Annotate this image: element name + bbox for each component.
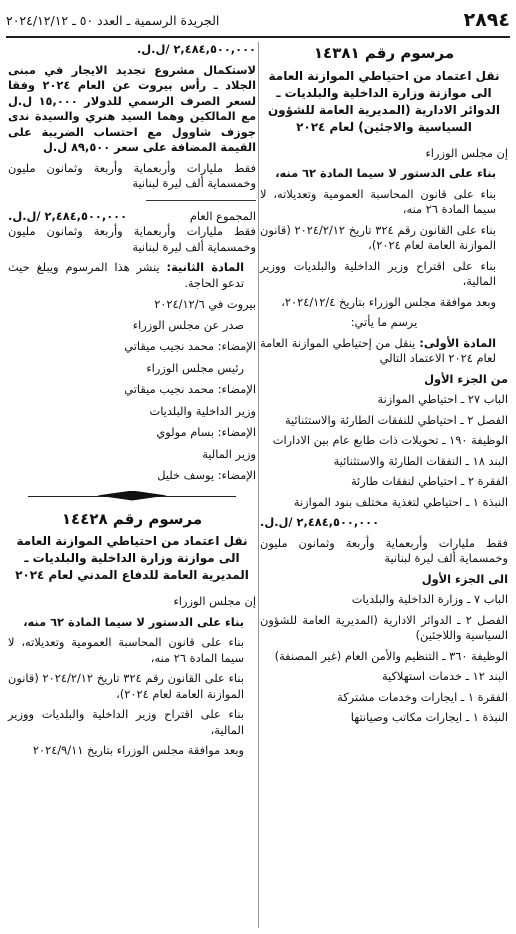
article-1-text: ينقل من إحتياطي الموازنة العامة لعام ٢٠٢٤ الاعتماد التالي [260,335,496,365]
column-divider [258,42,259,928]
decree-2-title: مرسوم رقم ١٤٤٢٨ [61,509,203,528]
list-item: الفقرة ٢ ـ احتياطي لنفقات طارئة [350,474,508,488]
grand-total-amount: ٢,٤٨٤,٥٠٠,٠٠٠ /ل.ل. [8,208,128,223]
journal-issue-line: الجريدة الرسمية ـ العدد ٥٠ ـ ٢٠٢٤/١٢/١٢ [6,12,220,28]
list-item: الوظيفة ٣٦٠ ـ التنظيم والأمن العام (غير المصنفة) [274,648,508,663]
decree-1-subject: نقل اعتماد من احتياطي الموازنة العامة الى موازنة وزارة الداخلية والبلديات ـ الدوائر الادارية (المديرية العامة للشؤون السياسية والاجئين) لعام ٢٠٢٤ [267,68,501,134]
signature-pm-2: الإمضاء: محمد نجيب ميقاتي [124,382,256,396]
list-item: البند ١٢ ـ خدمات استهلاكية [381,669,508,683]
basis-budget-law-2: بناء على القانون رقم ٣٢٤ تاريخ ٢٠٢٤/٢/١٢ (قانون الموازنة العامة لعام ٢٠٢٤)، [8,671,244,701]
basis-accounting-law-2: بناء على قانون المحاسبة العمومية وتعديلاته، لا سيما المادة ٢٦ منه، [8,635,244,665]
signature-block [8,318,256,484]
list-item: النبذة ١ ـ احتياطي لتغذية مختلف بنود الموازنة [293,494,508,509]
grand-total-label: المجموع العام [189,208,256,223]
to-part-heading: الى الجزء الأول [421,571,508,586]
header-rule [6,36,510,38]
list-item: الوظيفة ١٩٠ ـ تحويلات ذات طابع عام بين الادارات [272,433,508,447]
minister-finance-title: وزير المالية [202,446,256,461]
list-item: النبذة ١ ـ ايجارات مكاتب وصيانتها [350,710,508,724]
to-items-list [260,592,508,726]
basis-constitution: بناء على الدستور لا سيما المادة ٦٢ منه، [275,166,496,180]
article-2-text: ينشر هذا المرسوم ويبلغ حيث تدعو الحاجة. [8,260,244,290]
basis-approval-2: وبعد موافقة مجلس الوزراء بتاريخ ٢٠٢٤/٩/١١ [32,743,244,757]
article-2-label: المادة الثانية: [166,260,245,274]
article-1 [260,336,508,367]
basis-budget-law: بناء على القانون رقم ٣٢٤ تاريخ ٢٠٢٤/٢/١٢ (قانون الموازنة العامة لعام ٢٠٢٤)، [260,222,496,252]
list-item: الفقرة ١ ـ ايجارات وخدمات مشتركة [337,689,508,704]
pm-title: رئيس مجلس الوزراء [146,360,244,375]
page-number: ٢٨٩٤ [463,9,510,31]
from-part-heading: من الجزء الأول [424,371,508,386]
issued-by: صدر عن مجلس الوزراء [132,317,244,332]
article-1-label: المادة الأولى: [419,335,497,350]
list-item: الباب ٧ ـ وزارة الداخلية والبلديات [351,592,508,606]
minister-interior-title: وزير الداخلية والبلديات [149,403,256,418]
decree-1-title: مرسوم رقم ١٤٣٨١ [313,44,455,62]
decree-separator [28,490,236,504]
decree-2-subject: نقل اعتماد من احتياطي الموازنة العامة الى موازنة وزارة الداخلية والبلديات ـ المديرية العامة للدفاع المدني لعام ٢٠٢٤ [15,534,249,582]
grand-total-row [8,209,256,225]
top-amount: ٢,٤٨٤,٥٠٠,٠٠٠ /ل.ل. [136,42,256,56]
page-header [6,6,510,34]
council-line: إن مجلس الوزراء [425,145,508,160]
right-column [260,42,508,731]
from-items-list [260,392,508,510]
decree-line: يرسم ما يأتي: [350,315,418,329]
basis-proposal: بناء على اقتراح وزير الداخلية والبلديات ووزير المالية، [260,258,496,288]
basis-constitution-2: بناء على الدستور لا سيما المادة ٦٢ منه، [23,614,244,629]
basis-approval: وبعد موافقة مجلس الوزراء بتاريخ ٢٠٢٤/١٢/٤، [281,294,496,309]
list-item: الفصل ٢ ـ احتياطي للنفقات الطارئة والاستثنائية [284,412,508,427]
basis-proposal-2: بناء على اقتراح وزير الداخلية والبلديات ووزير المالية، [8,707,244,737]
signature-interior: الإمضاء: بسام مولوي [156,425,256,439]
basis-accounting-law: بناء على قانون المحاسبة العمومية وتعديلاته، لا سيما المادة ٢٦ منه، [260,186,496,216]
signature-pm: الإمضاء: محمد نجيب ميقاتي [124,339,256,353]
amount-words: فقط مليارات وأربعماية وأربعة وثمانون مليون وخمسماية ألف ليرة لبنانية [260,535,508,565]
list-item: الفصل ٢ ـ الدوائر الادارية (المديرية العامة للشؤون السياسية واللاجئين) [260,612,508,642]
grand-total-words: فقط مليارات وأربعماية وأربعة وثمانون مليون وخمسماية ألف ليرة لبنانية [8,224,256,254]
signature-finance: الإمضاء: يوسف خليل [157,468,256,482]
left-column [8,42,256,764]
separator-ornament [97,491,167,501]
place-date: بيروت في ٢٠٢٤/١٢/٦ [154,297,256,311]
list-item: البند ١٨ ـ النفقات الطارئة والاستثنائية [333,453,508,468]
total-rule [146,200,256,201]
council-line-2: إن مجلس الوزراء [173,594,256,608]
purpose-amount-words: فقط مليارات وأربعماية وأربعة وثمانون مليون وخمسماية ألف ليرة لبنانية [8,160,256,190]
list-item: الباب ٢٧ ـ احتياطي الموازنة [377,392,508,406]
allocation-purpose: لاستكمال مشروع تجديد الايجار في مبنى الجلاد ـ رأس بيروت عن العام ٢٠٢٤ وفقا لسعر الصرف الرسمي للدولار ١٥,٠٠٠ ل.ل مع المالكين وهما السيد هنري والسيدة ندى جوزف شاوول مع احتساب الضريبة على القيمة المضافة على سعر ٨٩,٥٠٠ ل.ل [8,62,256,154]
amount: ٢,٤٨٤,٥٠٠,٠٠٠ /ل.ل. [260,515,380,529]
article-2 [8,260,256,291]
